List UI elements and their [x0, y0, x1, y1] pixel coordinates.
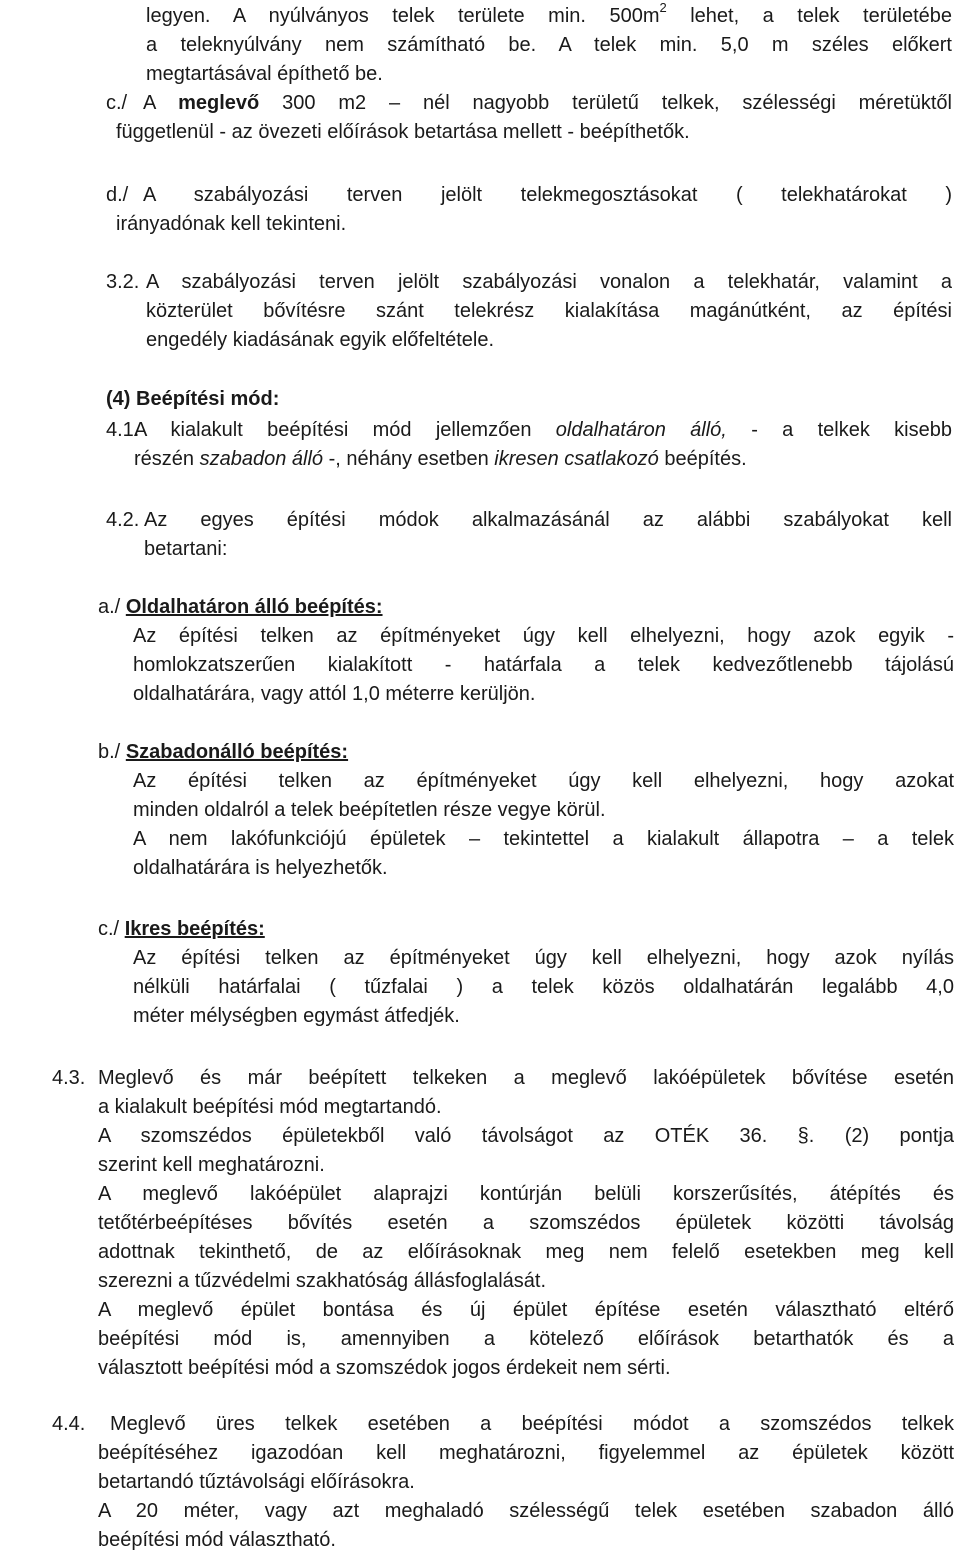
paragraph-b-continuation — [146, 2, 952, 89]
section-4-4 — [52, 1410, 954, 1555]
point-marker: d./ — [106, 184, 129, 206]
text-line: A 20 méter, vagy azt meghaladó szélességű telek esetében szabadon álló — [98, 1500, 954, 1522]
text-line: betartani: — [144, 538, 228, 560]
text-line: megtartásával építhető be. — [146, 63, 383, 85]
text-line: A szomszédos épületekből való távolságot az OTÉK 36. §. (2) pontja — [98, 1125, 954, 1147]
text-line: választott beépítési mód a szomszédok jogos érdekeit nem sérti. — [98, 1357, 671, 1379]
section-4-2 — [106, 506, 952, 564]
text-line: a kialakult beépítési mód megtartandó. — [98, 1096, 442, 1118]
section-4-1 — [106, 416, 952, 474]
text-line: Meglevő üres telkek esetében a beépítési módot a szomszédos telkek — [110, 1413, 954, 1435]
text-line: A meglevő 300 m2 – nél nagyobb területű telkek, szélességi méretüktől — [143, 92, 952, 114]
section-number: 4.4. — [52, 1413, 86, 1435]
text-line: minden oldalról a telek beépítetlen része vegye körül. — [133, 799, 606, 821]
text-line: A szabályozási terven jelölt szabályozási vonalon a telekhatár, valamint a — [146, 271, 952, 293]
section-3-2 — [106, 268, 952, 355]
subpoint-a — [98, 593, 954, 709]
text-line: méter mélységben egymást átfedjék. — [133, 1005, 460, 1027]
text-line: beépítéséhez igazodóan kell meghatározni, figyelemmel az épületek között — [98, 1442, 954, 1464]
text-line: A nem lakófunkciójú épületek – tekintettel a kialakult állapotra – a telek — [133, 828, 954, 850]
text-line: Meglevő és már beépített telkeken a meglevő lakóépületek bővítése esetén — [98, 1067, 954, 1089]
text-line: beépítési mód is, amennyiben a kötelező előírások betarthatók és a — [98, 1328, 954, 1350]
text-line: A meglevő épület bontása és új épület építése esetén választható eltérő — [98, 1299, 954, 1321]
subpoint-c — [98, 915, 954, 1031]
heading-building-mode: (4) Beépítési mód: — [106, 388, 280, 410]
text-line: A meglevő lakóépület alaprajzi kontúrján belüli korszerűsítés, átépítés és — [98, 1183, 954, 1205]
point-d — [106, 181, 952, 239]
text-line: oldalhatárára is helyezhetők. — [133, 857, 388, 879]
text-line: betartandó tűztávolsági előírásokra. — [98, 1471, 415, 1493]
text-line: tetőtérbeépítéses bővítés esetén a szomszédos épületek közötti távolság — [98, 1212, 954, 1234]
subpoint-title-line: b./ Szabadonálló beépítés: — [98, 741, 349, 763]
text-line: Az építési telken az építményeket úgy kell elhelyezni, hogy azok egyik - — [133, 625, 954, 647]
section-4-3 — [52, 1064, 954, 1383]
subpoint-title-line: a./ Oldalhatáron álló beépítés: — [98, 596, 383, 618]
text-line: szerint kell meghatározni. — [98, 1154, 325, 1176]
superscript: 2 — [659, 0, 667, 16]
text-line: függetlenül - az övezeti előírások betartása mellett - beépíthetők. — [116, 121, 690, 143]
text-line: Az építési telken az építményeket úgy kell elhelyezni, hogy azok nyílás — [133, 947, 954, 969]
subpoint-title-line: c./ Ikres beépítés: — [98, 918, 265, 940]
section-number: 4.3. — [52, 1067, 86, 1089]
point-marker: c./ — [106, 92, 128, 114]
subpoint-b — [98, 738, 954, 883]
section-number: 4.1. — [106, 419, 140, 441]
text-line: beépítési mód választható. — [98, 1529, 336, 1551]
text-line: A szabályozási terven jelölt telekmegosztásokat ( telekhatárokat ) — [143, 184, 952, 206]
text-line: közterület bővítésre szánt telekrész kialakítása magánútként, az építési — [146, 300, 952, 322]
text-line: Az egyes építési módok alkalmazásánál az alábbi szabályokat kell — [144, 509, 952, 531]
text-line: Az építési telken az építményeket úgy kell elhelyezni, hogy azokat — [133, 770, 954, 792]
text-line: nélküli határfalai ( tűzfalai ) a telek közös oldalhatárán legalább 4,0 — [133, 976, 954, 998]
text-line: részén szabadon álló -, néhány esetben ikresen csatlakozó beépítés. — [134, 448, 747, 470]
section-number: 3.2. — [106, 271, 140, 293]
text-line: A kialakult beépítési mód jellemzően oldalhatáron álló, - a telkek kisebb — [134, 419, 952, 441]
text-line: homlokzatszerűen kialakított - határfala a telek kedvezőtlenebb tájolású — [133, 654, 954, 676]
point-c — [106, 89, 952, 147]
text-line: engedély kiadásának egyik előfeltétele. — [146, 329, 495, 351]
text-line: adottnak tekinthető, de az előírásoknak meg nem felelő esetekben meg kell — [98, 1241, 954, 1263]
section-number: 4.2. — [106, 509, 140, 531]
text-line: legyen. A nyúlványos telek területe min. $500m^2$ lehet, a telek területébe — [146, 0, 952, 27]
text-line: oldalhatárára, vagy attól 1,0 méterre kerüljön. — [133, 683, 536, 705]
text-line: a teleknyúlvány nem számítható be. A telek min. 5,0 m széles előkert — [146, 34, 952, 56]
text-line: szerezni a tűzvédelmi szakhatóság állásfoglalását. — [98, 1270, 547, 1292]
text-line: irányadónak kell tekinteni. — [116, 213, 347, 235]
